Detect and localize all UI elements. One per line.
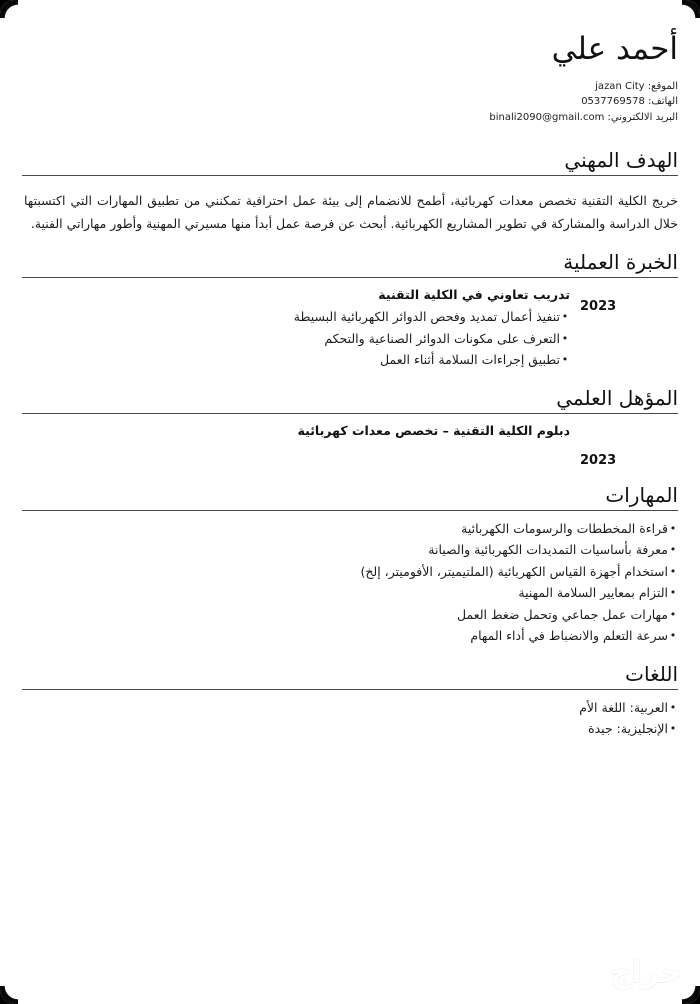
section-divider-education [22,413,678,414]
section-title-experience: الخبرة العملية [563,250,678,274]
list-item [22,349,570,371]
experience-bullet-text: تطبيق إجراءات السلامة أثناء العمل [380,352,560,367]
skills-list [22,518,678,647]
skill-text: مهارات عمل جماعي وتحمل ضغط العمل [457,606,668,622]
candidate-name: أحمد علي [551,31,678,67]
experience-bullet-text: التعرف على مكونات الدوائر الصناعية والتحكم [324,330,560,346]
education-year: 2023 [580,452,617,468]
section-title-languages: اللغات [625,661,678,686]
section-experience [22,249,678,371]
list-item [22,561,678,583]
resume-header [22,24,678,133]
list-item [22,539,678,561]
education-entry-main [22,421,570,441]
bullet-icon: • [561,310,569,323]
section-divider-objective [22,175,678,176]
list-item [22,718,678,740]
section-title-education: المؤهل العلمي [556,385,678,410]
skill-text: قراءة المخططات والرسومات الكهربائية [461,520,668,536]
contact-location-value: jazan City [595,80,645,92]
section-divider-skills [22,510,678,511]
section-title-objective: الهدف المهني [564,148,678,173]
skill-text: التزام بمعايير السلامة المهنية [518,585,668,600]
section-divider-experience [22,277,678,278]
contact-location-label: الموقع: [647,80,678,92]
experience-role: تدريب تعاوني في الكلية التقنية [378,287,570,302]
experience-entry-main [22,285,570,371]
language-text: العربية: اللغة الأم [579,699,668,715]
contact-email [22,110,678,126]
bullet-icon: • [669,586,677,599]
skill-text: استخدام أجهزة القياس الكهربائية (الملتيميتر، الأفوميتر، إلخ) [360,563,668,579]
bullet-icon: • [561,331,569,345]
education-entry [22,421,678,468]
contact-email-value: binali2090@gmail.com [489,111,605,123]
contact-phone-label: الهاتف: [648,96,678,108]
section-title-skills: المهارات [605,482,678,507]
experience-entry [22,285,678,371]
education-degree: دبلوم الكلية التقنية – تخصص معدات كهربائية [297,422,570,438]
experience-bullet-text: تنفيذ أعمال تمديد وفحص الدوائر الكهربائية البسيطة [293,309,560,324]
list-item [22,306,570,328]
bullet-icon: • [669,564,677,578]
contact-phone-value: 0537769578 [581,96,645,108]
list-item [22,518,678,540]
section-languages [22,661,678,740]
bullet-icon: • [669,700,677,714]
skill-text: معرفة بأساسيات التمديدات الكهربائية والصيانة [428,542,668,557]
section-divider-languages [22,689,678,690]
bullet-icon: • [669,543,677,556]
bullet-icon: • [669,521,677,535]
section-skills [22,482,678,647]
skill-text: سرعة التعلم والانضباط في أداء المهام [470,628,668,643]
list-item [22,582,678,604]
experience-bullet-list [22,306,570,371]
list-item [22,697,678,719]
list-item [22,604,678,626]
list-item [22,625,678,647]
objective-text: خريج الكلية التقنية تخصص معدات كهربائية، أطمح للانضمام إلى بيئة عمل احترافية تمكنني من تطبيق المهارات التي اكتسبتها خلال الدراسة والمشاركة في تطوير المشاريع الكهربائية. أبحث عن فرصة عمل أبدأ منها مسيرتي المهنية وأطور مهاراتي الفنية. [24,192,678,231]
haraj-watermark: حراج [609,955,682,990]
contact-phone [22,94,678,110]
languages-list [22,697,678,740]
list-item [22,328,570,350]
contact-location [22,79,678,95]
bullet-icon: • [669,607,677,621]
contact-email-label: البريد الالكتروني: [607,111,678,123]
language-text: الإنجليزية: جيدة [588,721,668,736]
section-education [22,385,678,468]
section-objective [22,147,678,235]
bullet-icon: • [561,353,569,366]
experience-year: 2023 [580,299,617,314]
bullet-icon: • [669,629,677,642]
bullet-icon: • [669,722,677,735]
